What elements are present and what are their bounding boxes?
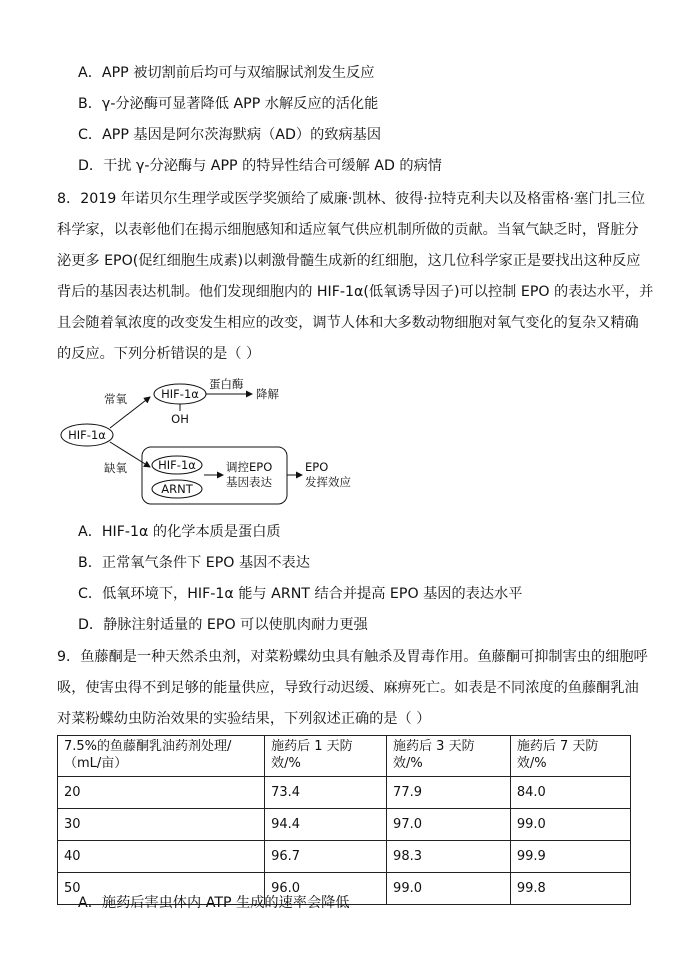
q8-stem-line: 8．2019 年诺贝尔生理学或医学奖颁给了威廉·凯林、彼得·拉特克利夫以及格雷格·塞门扎三位 xyxy=(57,191,646,207)
q8-stem-line: 的反应。下列分析错误的是（ ） xyxy=(57,346,261,362)
hif-pathway-diagram xyxy=(55,375,375,510)
table-row xyxy=(58,809,631,841)
header-day1: 施药后 1 天防效/% xyxy=(265,736,387,777)
q9-stem-line: 对菜粉蝶幼虫防治效果的实验结果，下列叙述正确的是（ ） xyxy=(57,711,431,727)
degrade-label: 降解 xyxy=(256,387,279,401)
header-day3: 施药后 3 天防效/% xyxy=(387,736,511,777)
header-day7: 施药后 7 天防效/% xyxy=(510,736,630,777)
table-header-row xyxy=(58,736,631,777)
q9-option-a: A．施药后害虫体内 ATP 生成的速率会降低 xyxy=(78,895,350,911)
prev-option-d: D．干扰 γ-分泌酶与 APP 的特异性结合可缓解 AD 的病情 xyxy=(78,158,442,174)
prev-option-c: C．APP 基因是阿尔茨海默病（AD）的致病基因 xyxy=(78,127,382,143)
hif-pathway-svg xyxy=(55,375,375,510)
epo-label-2: 发挥效应 xyxy=(305,475,351,489)
rotenone-results-table xyxy=(57,735,631,905)
hypoxia-label: 缺氧 xyxy=(104,461,127,475)
hif-top-label: HIF-1α xyxy=(161,387,199,401)
oh-label: OH xyxy=(171,412,189,426)
table-row xyxy=(58,841,631,873)
table-cell: 94.4 xyxy=(265,809,387,841)
table-cell: 84.0 xyxy=(510,777,630,809)
epo-label-1: EPO xyxy=(305,460,329,474)
q8-stem-line: 科学家，以表彰他们在揭示细胞感知和适应氧气供应机制所做的贡献。当氧气缺乏时，肾脏分 xyxy=(57,222,639,238)
table-cell: 96.7 xyxy=(265,841,387,873)
q8-option-a: A．HIF-1α 的化学本质是蛋白质 xyxy=(78,524,281,540)
table-cell: 99.8 xyxy=(510,873,630,905)
table-cell: 99.0 xyxy=(510,809,630,841)
q8-option-c: C．低氧环境下，HIF-1α 能与 ARNT 结合并提高 EPO 基因的表达水平 xyxy=(78,586,523,602)
table-cell: 73.4 xyxy=(265,777,387,809)
q8-stem-line: 且会随着氧浓度的改变发生相应的改变，调节人体和大多数动物细胞对氧气变化的复杂又精确 xyxy=(57,315,639,331)
q8-stem-line: 泌更多 EPO(促红细胞生成素)以刺激骨髓生成新的红细胞，这几位科学家正是要找出这种反应 xyxy=(57,253,641,269)
table-cell: 77.9 xyxy=(387,777,511,809)
hif-box-label: HIF-1α xyxy=(158,458,196,472)
table-cell: 30 xyxy=(58,809,265,841)
table-cell: 96.0 xyxy=(265,873,387,905)
header-dose: 7.5%的鱼藤酮乳油药剂处理/（mL/亩） xyxy=(58,736,265,777)
table-cell: 99.9 xyxy=(510,841,630,873)
q8-stem-line: 背后的基因表达机制。他们发现细胞内的 HIF-1α(低氧诱导因子)可以控制 EPO 的表达水平，并 xyxy=(57,284,654,300)
regulate-label-1: 调控EPO xyxy=(226,460,273,474)
q9-stem-line: 9．鱼藤酮是一种天然杀虫剂，对菜粉蝶幼虫具有触杀及胃毒作用。鱼藤酮可抑制害虫的细胞呼 xyxy=(57,649,648,665)
table-row xyxy=(58,777,631,809)
protease-label: 蛋白酶 xyxy=(209,377,244,391)
table-cell: 20 xyxy=(58,777,265,809)
q8-option-b: B．正常氧气条件下 EPO 基因不表达 xyxy=(78,555,310,571)
q8-option-d: D．静脉注射适量的 EPO 可以使肌肉耐力更强 xyxy=(78,617,368,633)
prev-option-b: B．γ-分泌酶可显著降低 APP 水解反应的活化能 xyxy=(78,96,379,112)
table-cell: 40 xyxy=(58,841,265,873)
hif-main-label: HIF-1α xyxy=(68,428,106,442)
table-cell: 50 xyxy=(58,873,265,905)
regulate-label-2: 基因表达 xyxy=(226,475,272,489)
table-cell: 99.0 xyxy=(387,873,511,905)
arnt-label: ARNT xyxy=(161,482,193,496)
q9-stem-line: 吸，使害虫得不到足够的能量供应，导致行动迟缓、麻痹死亡。如表是不同浓度的鱼藤酮乳油 xyxy=(57,680,639,696)
normoxia-label: 常氧 xyxy=(104,392,127,406)
table-cell: 97.0 xyxy=(387,809,511,841)
table-cell: 98.3 xyxy=(387,841,511,873)
prev-option-a: A．APP 被切割前后均可与双缩脲试剂发生反应 xyxy=(78,65,375,81)
